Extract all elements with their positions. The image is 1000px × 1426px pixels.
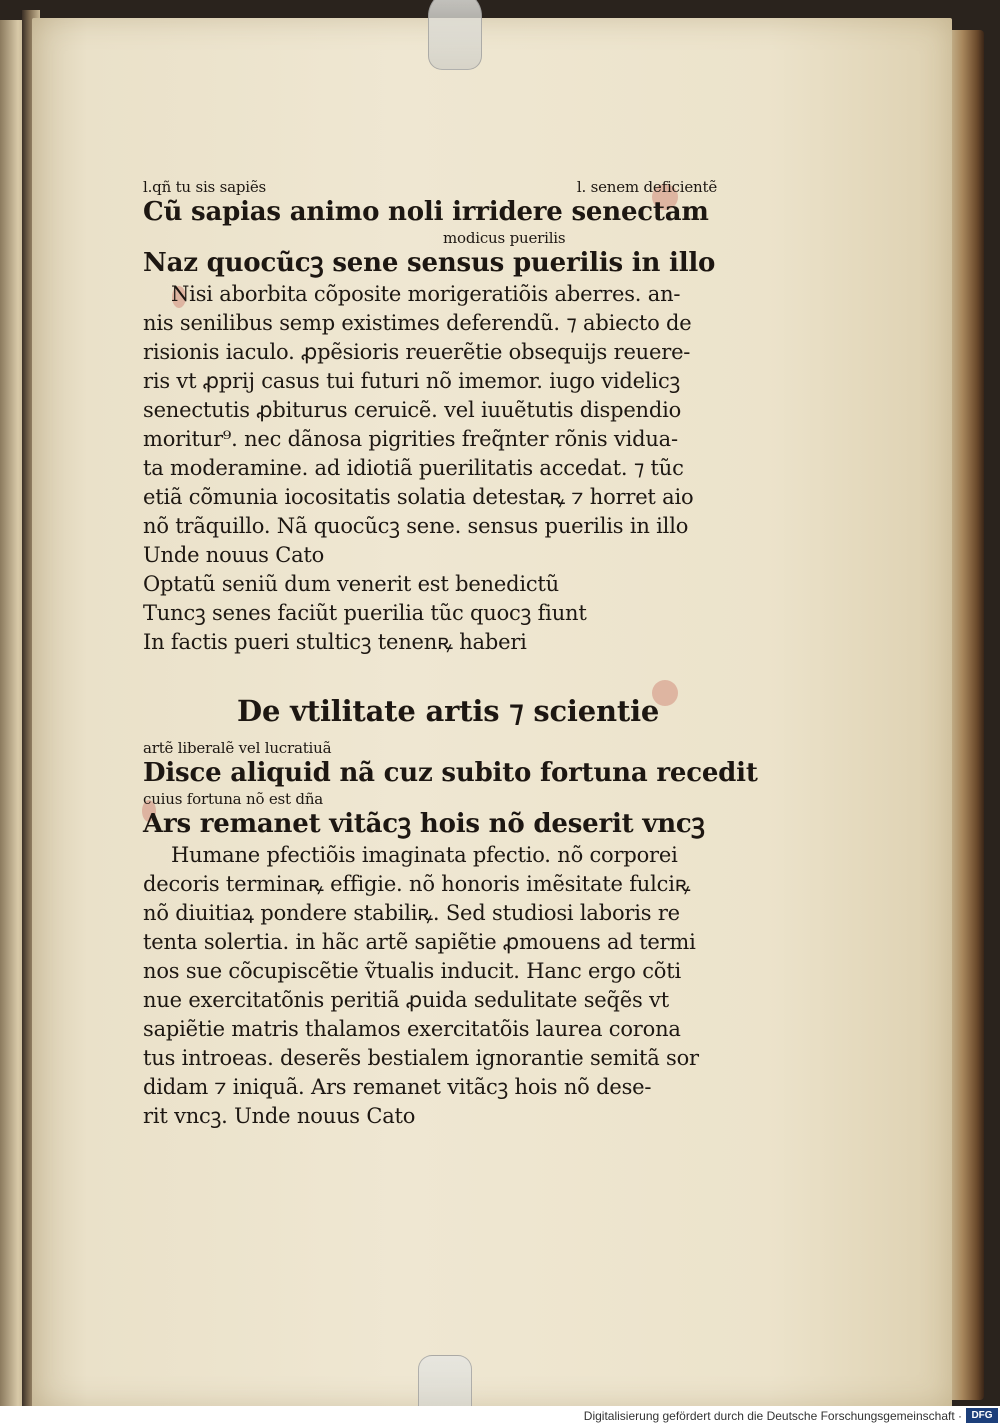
commentary-line: moritur⁹. nec dãnosa pigrities freq̃nter rõnis vidua- bbox=[143, 427, 678, 451]
interlinear-gloss: artẽ liberalẽ vel lucratiuã bbox=[143, 739, 332, 757]
commentary-line: nue exercitatõnis peritiã ꝓuida sedulitate seq̃ẽs vt bbox=[143, 988, 669, 1012]
commentary-line: etiã cõmunia iocositatis solatia detestaꝶ ⁊ horret aio bbox=[143, 485, 694, 509]
verse-line: Naz quocũcꝫ sene sensus puerilis in illo bbox=[143, 248, 716, 278]
commentary-line: ta moderamine. ad idiotiã puerilitatis accedat. ⁊ tũc bbox=[143, 456, 684, 480]
verse-line: Ars remanet vitãcꝫ hois nõ deserit vncꝫ bbox=[143, 809, 705, 839]
commentary-line: nis senilibus semp existimes deferendũ. ⁊ abiecto de bbox=[143, 311, 692, 335]
verse-line: Disce aliquid nã cuz subito fortuna recedit bbox=[143, 758, 758, 788]
section-heading: De vtilitate artis ⁊ scientie bbox=[237, 694, 660, 728]
commentary-line: senectutis ꝓbiturus ceruicẽ. vel iuuẽtutis dispendio bbox=[143, 398, 682, 422]
commentary-line: didam ⁊ iniquã. Ars remanet vitãcꝫ hois nõ dese- bbox=[143, 1075, 652, 1099]
commentary-line: In factis pueri stulticꝫ tenenꝶ haberi bbox=[143, 630, 527, 654]
commentary-line: Nisi aborbita cõposite morigeratiõis aberres. an- bbox=[171, 282, 681, 306]
commentary-line: sapiẽtie matris thalamos exercitatõis laurea corona bbox=[143, 1017, 681, 1041]
commentary-line: tenta solertia. in hãc artẽ sapiẽtie ꝓmouens ad termi bbox=[143, 930, 696, 954]
commentary-line: tus introeas. deserẽs bestialem ignorantie semitã sor bbox=[143, 1046, 699, 1070]
commentary-line: Tuncꝫ senes faciũt puerilia tũc quocꝫ fiunt bbox=[143, 601, 587, 625]
commentary-line: Unde nouus Cato bbox=[143, 543, 325, 567]
page-clip-top bbox=[428, 0, 482, 70]
commentary-line: risionis iaculo. ꝓpẽsioris reuerẽtie obsequijs reuere- bbox=[143, 340, 691, 364]
digitization-footer bbox=[0, 1406, 1000, 1426]
funding-credit: Digitalisierung gefördert durch die Deutsche Forschungsgemeinschaft · bbox=[583, 1409, 962, 1423]
interlinear-gloss: modicus puerilis bbox=[443, 229, 566, 247]
printed-text-block bbox=[143, 178, 758, 1131]
commentary-line: decoris terminaꝶ effigie. nõ honoris imẽsitate fulciꝶ bbox=[143, 872, 691, 896]
commentary-line: Humane pfectiõis imaginata pfectio. nõ corporei bbox=[171, 843, 678, 867]
gloss-header-line bbox=[143, 178, 723, 196]
commentary-line: ris vt ꝓprij casus tui futuri nõ imemor. iugo videlicꝫ bbox=[143, 369, 681, 393]
page-stack-edge bbox=[948, 30, 984, 1400]
dfg-logo: DFG bbox=[966, 1408, 998, 1423]
commentary-line: Optatũ seniũ dum venerit est benedictũ bbox=[143, 572, 559, 596]
commentary-line: nos sue cõcupiscẽtie ṽtualis inducit. Hanc ergo cõti bbox=[143, 959, 681, 983]
commentary-line: rit vncꝫ. Unde nouus Cato bbox=[143, 1104, 416, 1128]
interlinear-gloss: cuius fortuna nõ est dña bbox=[143, 790, 324, 808]
verse-line: Cũ sapias animo noli irridere senectam bbox=[143, 197, 709, 227]
commentary-line: nõ trãquillo. Nã quocũcꝫ sene. sensus puerilis in illo bbox=[143, 514, 689, 538]
gloss-right: l. senem deficientẽ bbox=[576, 178, 717, 196]
gloss-left: l.qñ tu sis sapiẽs bbox=[143, 178, 267, 196]
commentary-line: nõ diuitiaꝝ pondere stabiliꝶ. Sed studiosi laboris re bbox=[143, 901, 680, 925]
